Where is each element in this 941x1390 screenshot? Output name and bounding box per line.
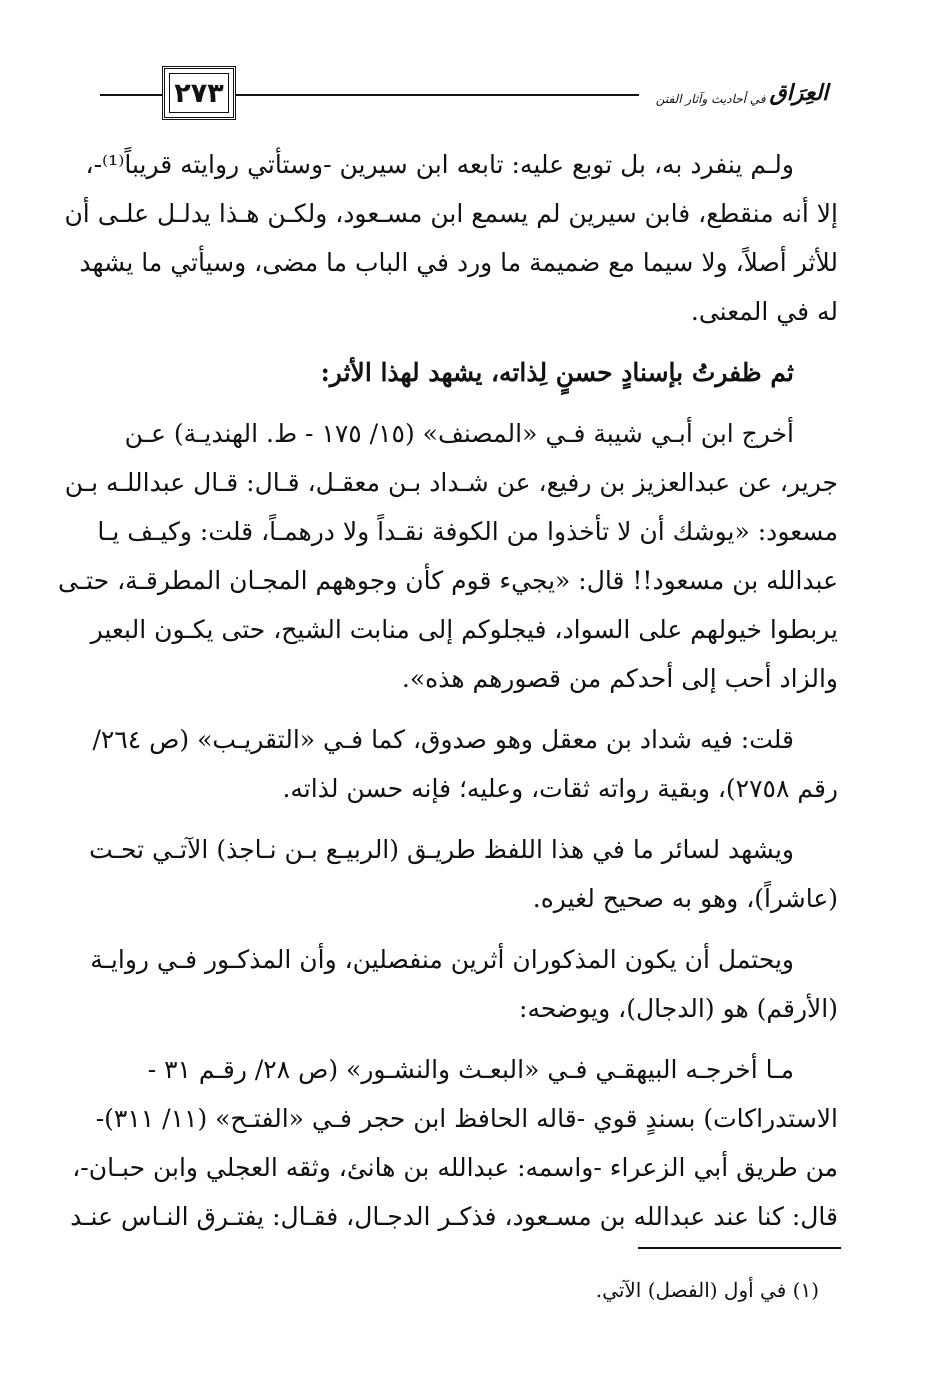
- text-line: له في المعنى.: [690, 297, 838, 326]
- footnote-separator: [638, 1247, 841, 1249]
- text-line: قال: كنا عند عبدالله بن مسـعود، فذكـر الدجـال، فقـال: يفتـرق النـاس عنـد: [70, 1202, 838, 1231]
- book-title: العِرَاق: [769, 80, 829, 106]
- page-number: ٢٧٣: [162, 66, 236, 120]
- header-rule-right: [236, 94, 639, 96]
- text-line: والزاد أحب إلى أحدكم من قصورهم هذه».: [401, 664, 838, 693]
- footnote: (١) في أول (الفصل) الآتي.: [595, 1278, 819, 1302]
- book-subtitle: في أحاديث وآثار الفتن: [655, 92, 766, 106]
- paragraph: [64, 140, 838, 336]
- paragraph: [70, 1045, 838, 1241]
- header-rule-left: [100, 94, 162, 96]
- text-line: يربطوا خيولهم على السواد، فيجلوكم إلى منابت الشيح، حتى يكـون البعير: [90, 615, 838, 644]
- text-line: أخرج ابن أبـي شيبة فـي «المصنف» (١٥/ ١٧٥ - ط. الهنديـة) عـن: [124, 419, 794, 448]
- paragraph: [57, 409, 838, 703]
- text-line: من طريق أبي الزعراء -واسمه: عبدالله بن هانئ، وثقه العجلي وابن حبـان-،: [72, 1153, 838, 1182]
- text-line: رقم ٢٧٥٨)، وبقية رواته ثقات، وعليه؛ فإنه حسن لذاته.: [282, 774, 838, 803]
- main-text: [57, 140, 838, 1253]
- text-line: قلت: فيه شداد بن معقل وهو صدوق، كما فـي «التقريـب» (ص ٢٦٤/: [92, 725, 794, 754]
- text-line: مـا أخرجـه البيهقـي فـي «البعـث والنشـور» (ص ٢٨/ رقـم ٣١ -: [147, 1055, 794, 1084]
- text-line: مسعود: «يوشك أن لا تأخذوا من الكوفة نقـداً ولا درهمـاً، قلت: وكيـف يـا: [97, 517, 838, 546]
- paragraph: [100, 348, 838, 397]
- text-line: ويشهد لسائر ما في هذا اللفظ طريـق (الربيـع بـن نـاجذ) الآتـي تحـت: [89, 835, 794, 864]
- page-header: [100, 60, 845, 120]
- text-line: للأثر أصلاً، ولا سيما مع ضميمة ما ورد في الباب ما مضى، وسيأتي ما يشهد: [79, 248, 838, 277]
- text-line: ولـم ينفرد به، بل توبع عليه: تابعه ابن سيرين -وستأتي روايته قريباً⁽¹⁾-،: [85, 150, 794, 179]
- text-line: الاستدراكات) بسندٍ قوي -قاله الحافظ ابن حجر فـي «الفتـح» (١١/ ٣١١)-: [95, 1104, 838, 1133]
- text-line: ثم ظفرتُ بإسنادٍ حسنٍ لِذاته، يشهد لهذا الأثر:: [320, 358, 794, 387]
- text-line: إلا أنه منقطع، فابن سيرين لم يسمع ابن مسـعود، ولكـن هـذا يدلـل علـى أن: [64, 199, 838, 228]
- paragraph: [92, 715, 838, 813]
- text-line: (عاشراً)، وهو به صحيح لغيره.: [532, 884, 838, 913]
- text-line: (الأرقم) هو (الدجال)، ويوضحه:: [519, 994, 838, 1023]
- paragraph: [89, 825, 838, 923]
- text-line: جرير، عن عبدالعزيز بن رفيع، عن شـداد بـن معقـل، قـال: قـال عبداللـه بـن: [64, 468, 838, 497]
- text-line: عبدالله بن مسعود!! قال: «يجيء قوم كأن وجوههم المجـان المطرقـة، حتـى: [57, 566, 838, 595]
- running-title: [639, 60, 845, 120]
- paragraph: [90, 935, 838, 1033]
- text-line: ويحتمل أن يكون المذكوران أثرين منفصلين، وأن المذكـور فـي روايـة: [90, 945, 794, 974]
